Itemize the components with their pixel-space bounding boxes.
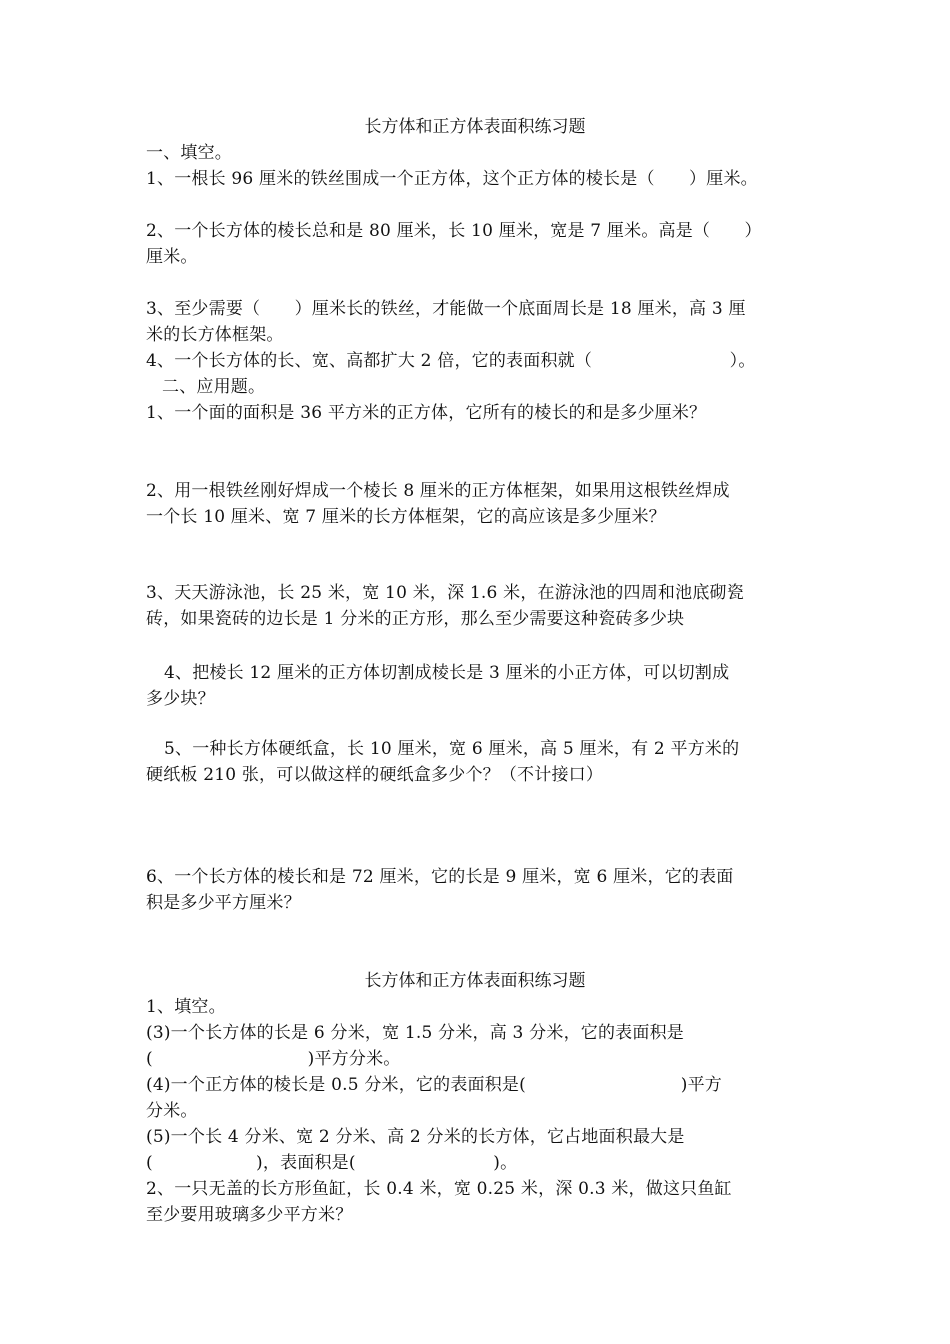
apply-question-2-cont: 一个长 10 厘米、宽 7 厘米的长方体框架，它的高应该是多少厘米？ <box>146 507 666 527</box>
apply-question-2: 2、用一根铁丝刚好焊成一个棱长 8 厘米的正方体框架，如果用这根铁丝焊成 <box>146 481 730 501</box>
apply-question-1: 1、一个面的面积是 36 平方米的正方体，它所有的棱长的和是多少厘米？ <box>146 403 707 423</box>
fill-question-2: 2、一个长方体的棱长总和是 80 厘米，长 10 厘米，宽是 7 厘米。高是（ ） <box>146 221 762 241</box>
second-section-heading-fill: 1、填空。 <box>146 997 226 1017</box>
apply-question-4: 4、把棱长 12 厘米的正方体切割成棱长是 3 厘米的小正方体，可以切割成 <box>164 663 730 683</box>
fill-question-1: 1、一根长 96 厘米的铁丝围成一个正方体，这个正方体的棱长是（ ）厘米。 <box>146 169 758 189</box>
fill-question-p3: (3)一个长方体的长是 6 分米，宽 1.5 分米，高 3 分米，它的表面积是 <box>146 1023 684 1043</box>
word-problem-fish-tank: 2、一只无盖的长方形鱼缸，长 0.4 米，宽 0.25 米，深 0.3 米，做这只鱼缸 <box>146 1179 732 1199</box>
apply-question-4-cont: 多少块？ <box>146 689 215 709</box>
fill-question-p5: (5)一个长 4 分米、宽 2 分米、高 2 分米的长方体，它占地面积最大是 <box>146 1127 685 1147</box>
fill-question-4: 4、一个长方体的长、宽、高都扩大 2 倍，它的表面积就（ ）。 <box>146 351 756 371</box>
fill-question-p4: (4)一个正方体的棱长是 0.5 分米，它的表面积是( )平方 <box>146 1075 722 1095</box>
fill-question-p4-cont: 分米。 <box>146 1101 198 1121</box>
fill-question-2-cont: 厘米。 <box>146 247 198 267</box>
apply-question-3: 3、天天游泳池，长 25 米，宽 10 米，深 1.6 米，在游泳池的四周和池底砌瓷 <box>146 583 744 603</box>
word-problem-fish-tank-cont: 至少要用玻璃多少平方米？ <box>146 1205 353 1225</box>
fill-question-3-cont: 米的长方体框架。 <box>146 325 284 345</box>
apply-question-3-cont: 砖，如果瓷砖的边长是 1 分米的正方形，那么至少需要这种瓷砖多少块 <box>146 609 685 629</box>
section-heading-apply: 二、应用题。 <box>162 377 266 397</box>
apply-question-6-cont: 积是多少平方厘米？ <box>146 893 301 913</box>
fill-question-3: 3、至少需要（ ）厘米长的铁丝，才能做一个底面周长是 18 厘米，高 3 厘 <box>146 299 746 319</box>
page-title: 长方体和正方体表面积练习题 <box>364 117 586 137</box>
apply-question-5: 5、一种长方体硬纸盒，长 10 厘米，宽 6 厘米，高 5 厘米，有 2 平方米的 <box>164 739 740 759</box>
section-heading-fill: 一、填空。 <box>146 143 232 163</box>
apply-question-6: 6、一个长方体的棱长和是 72 厘米，它的长是 9 厘米，宽 6 厘米，它的表面 <box>146 867 734 887</box>
fill-question-p5-cont: ( )，表面积是( )。 <box>146 1153 518 1173</box>
fill-question-p3-cont: ( )平方分米。 <box>146 1049 401 1069</box>
second-page-title: 长方体和正方体表面积练习题 <box>364 971 586 991</box>
apply-question-5-cont: 硬纸板 210 张，可以做这样的硬纸盒多少个？（不计接口） <box>146 765 604 785</box>
